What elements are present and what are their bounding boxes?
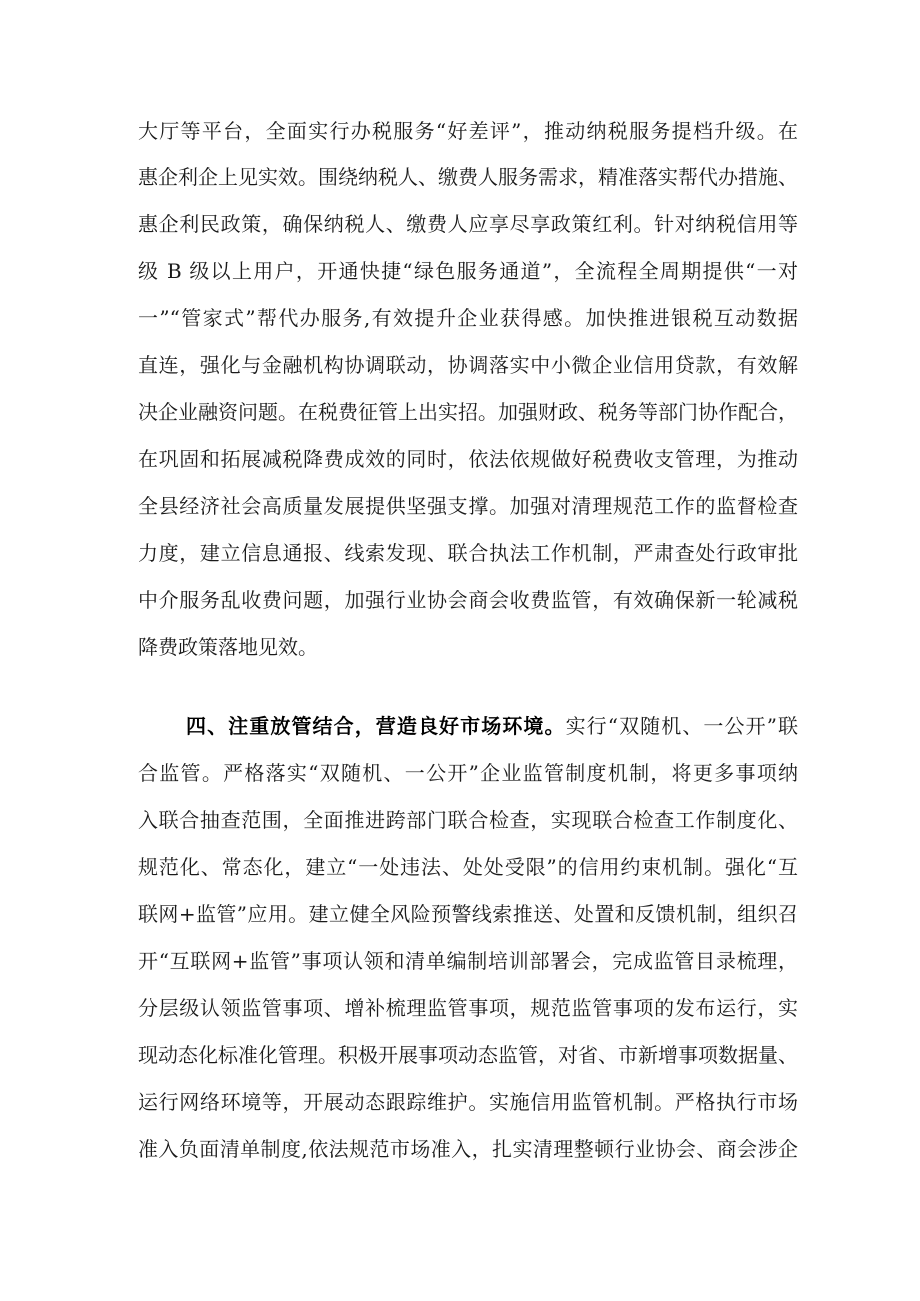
text-line: 决企业融资问题。在税费征管上出实招。加强财政、税务等部门协作配合， (138, 400, 798, 424)
text-line: 惠企利民政策，确保纳税人、缴费人应享尽享政策红利。针对纳税信用等 (138, 212, 798, 236)
text-line-with-heading (186, 711, 798, 741)
text-line: 规范化、常态化，建立“一处违法、处处受限”的信用约束机制。强化“互 (138, 855, 798, 879)
section-heading: 四、注重放管结合，营造良好市场环境。 (186, 714, 566, 738)
text-line: 全县经济社会高质量发展提供坚强支撑。加强对清理规范工作的监督检查 (138, 494, 798, 518)
heading-line-rest: 实行“双随机、一公开”联 (565, 714, 798, 738)
text-line: 级 B 级以上用户，开通快捷“绿色服务通道”，全流程全周期提供“一对 (138, 259, 798, 283)
text-line: 中介服务乱收费问题，加强行业协会商会收费监管，有效确保新一轮减税 (138, 588, 798, 612)
text-line: 现动态化标准化管理。积极开展事项动态监管，对省、市新增事项数据量、 (138, 1043, 798, 1067)
text-line: 开“互联网+监管”事项认领和清单编制培训部署会，完成监管目录梳理， (138, 949, 798, 973)
text-line: 分层级认领监管事项、增补梳理监管事项，规范监管事项的发布运行，实 (138, 996, 798, 1020)
text-line: 在巩固和拓展减税降费成效的同时，依法依规做好税费收支管理，为推动 (138, 447, 798, 471)
text-line: 合监管。严格落实“双随机、一公开”企业监管制度机制，将更多事项纳 (138, 761, 798, 785)
text-line: 运行网络环境等，开展动态跟踪维护。实施信用监管机制。严格执行市场 (138, 1090, 798, 1114)
text-line: 力度，建立信息通报、线索发现、联合执法工作机制，严肃查处行政审批 (138, 541, 798, 565)
text-line: 入联合抽查范围，全面推进跨部门联合检查，实现联合检查工作制度化、 (138, 808, 798, 832)
text-line: 直连，强化与金融机构协调联动，协调落实中小微企业信用贷款，有效解 (138, 353, 798, 377)
text-line: 惠企利企上见实效。围绕纳税人、缴费人服务需求，精准落实帮代办措施、 (138, 165, 798, 189)
text-line: 大厅等平台，全面实行办税服务“好差评”，推动纳税服务提档升级。在 (138, 119, 798, 143)
text-line: 联网+监管”应用。建立健全风险预警线索推送、处置和反馈机制，组织召 (138, 902, 798, 926)
text-line: 降费政策落地见效。 (138, 635, 318, 659)
text-line: 准入负面清单制度,依法规范市场准入，扎实清理整顿行业协会、商会涉企 (138, 1137, 798, 1161)
text-line: 一”“管家式”帮代办服务,有效提升企业获得感。加快推进银税互动数据 (138, 306, 798, 330)
